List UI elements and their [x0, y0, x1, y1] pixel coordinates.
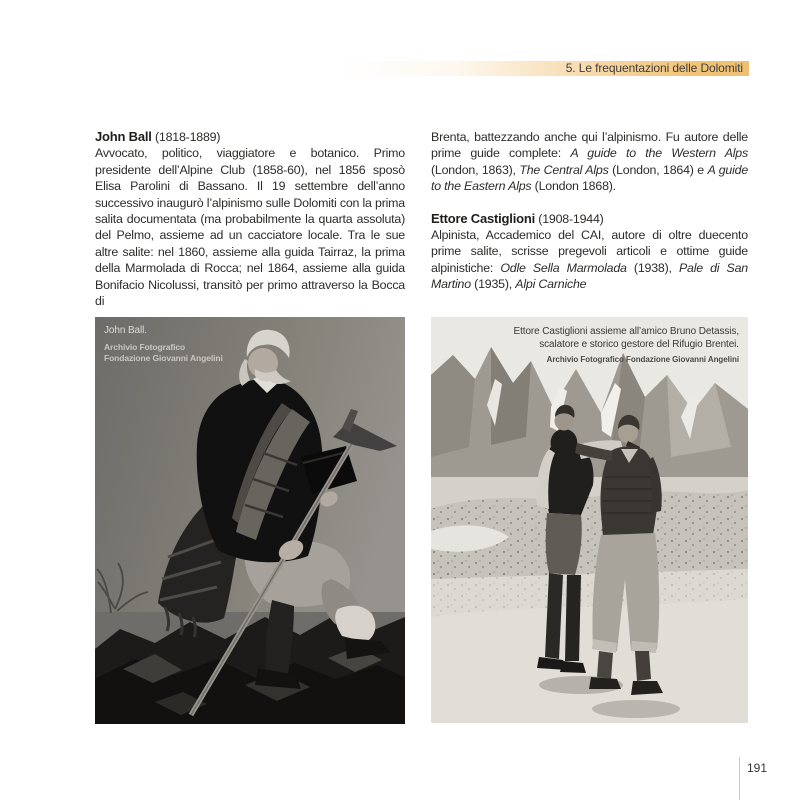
castiglioni-detassis-photo	[431, 317, 748, 723]
caption-credit: Archivio Fotografico Fondazione Giovanni Angelini	[546, 355, 739, 364]
entry-heading-castiglioni	[431, 211, 748, 227]
entry-body-john-ball: Avvocato, politico, viaggiatore e botanico. Primo presidente dell’Alpine Club (1858-60), nel 1856 sposò Elisa Parolini di Bassano. Il 19 settembre dell’anno successivo inaugurò l’alpinismo sulle Dolomiti con la prima salita documentata (ma probabilmente la quarta assoluta) del Pelmo, assieme ad un cacciatore locale. Tra le sue altre salite: nel 1860, assieme alla guida Tairraz, la prima della Marmolada di Rocca; nel 1864, assieme alla guida Bonifacio Nicolussi, transitò per primo attraverso la Bocca di	[95, 146, 405, 309]
castiglioni-detassis-photo-image	[431, 317, 748, 723]
text-column-left	[95, 129, 405, 309]
footer-rule	[739, 757, 740, 800]
john-ball-photo-caption	[104, 325, 223, 363]
text-column-right	[431, 129, 748, 293]
caption-title: John Ball.	[104, 325, 147, 336]
chapter-header-bar	[340, 61, 749, 76]
chapter-title: 5. Le frequentazioni delle Dolomiti	[565, 61, 743, 75]
castiglioni-photo-caption	[514, 326, 739, 365]
entry-name: Ettore Castiglioni	[431, 210, 536, 226]
entry-years: (1818-1889)	[151, 130, 221, 144]
entry-years: (1908-1944)	[535, 211, 604, 226]
entry-heading-john-ball	[95, 129, 405, 145]
entry-name: John Ball	[95, 129, 152, 144]
entry-body-john-ball-continued: Brenta, battezzando anche qui l’alpinismo. Fu autore delle prime guide complete: A guide to the Western Alps (London, 1863), The Central Alps (London, 1864) e A guide to the Eastern Alps (London 1868).	[431, 130, 749, 194]
entry-body-castiglioni: Alpinista, Accademico del CAI, autore di oltre duecento prime salite, scrisse pregevoli articoli e ottime guide alpinistiche: Odle Sella Marmolada (1938), Pale di San Martino (1935), Alpi Carniche	[431, 228, 748, 292]
caption-title: Ettore Castiglioni assieme all’amico Bruno Detassis, scalatore e storico gestore del Rifugio Brentei.	[513, 326, 739, 350]
john-ball-photo-image	[95, 317, 405, 724]
caption-credit: Archivio Fotografico Fondazione Giovanni Angelini	[104, 342, 223, 363]
john-ball-photo	[95, 317, 405, 724]
page-number: 191	[747, 761, 768, 775]
